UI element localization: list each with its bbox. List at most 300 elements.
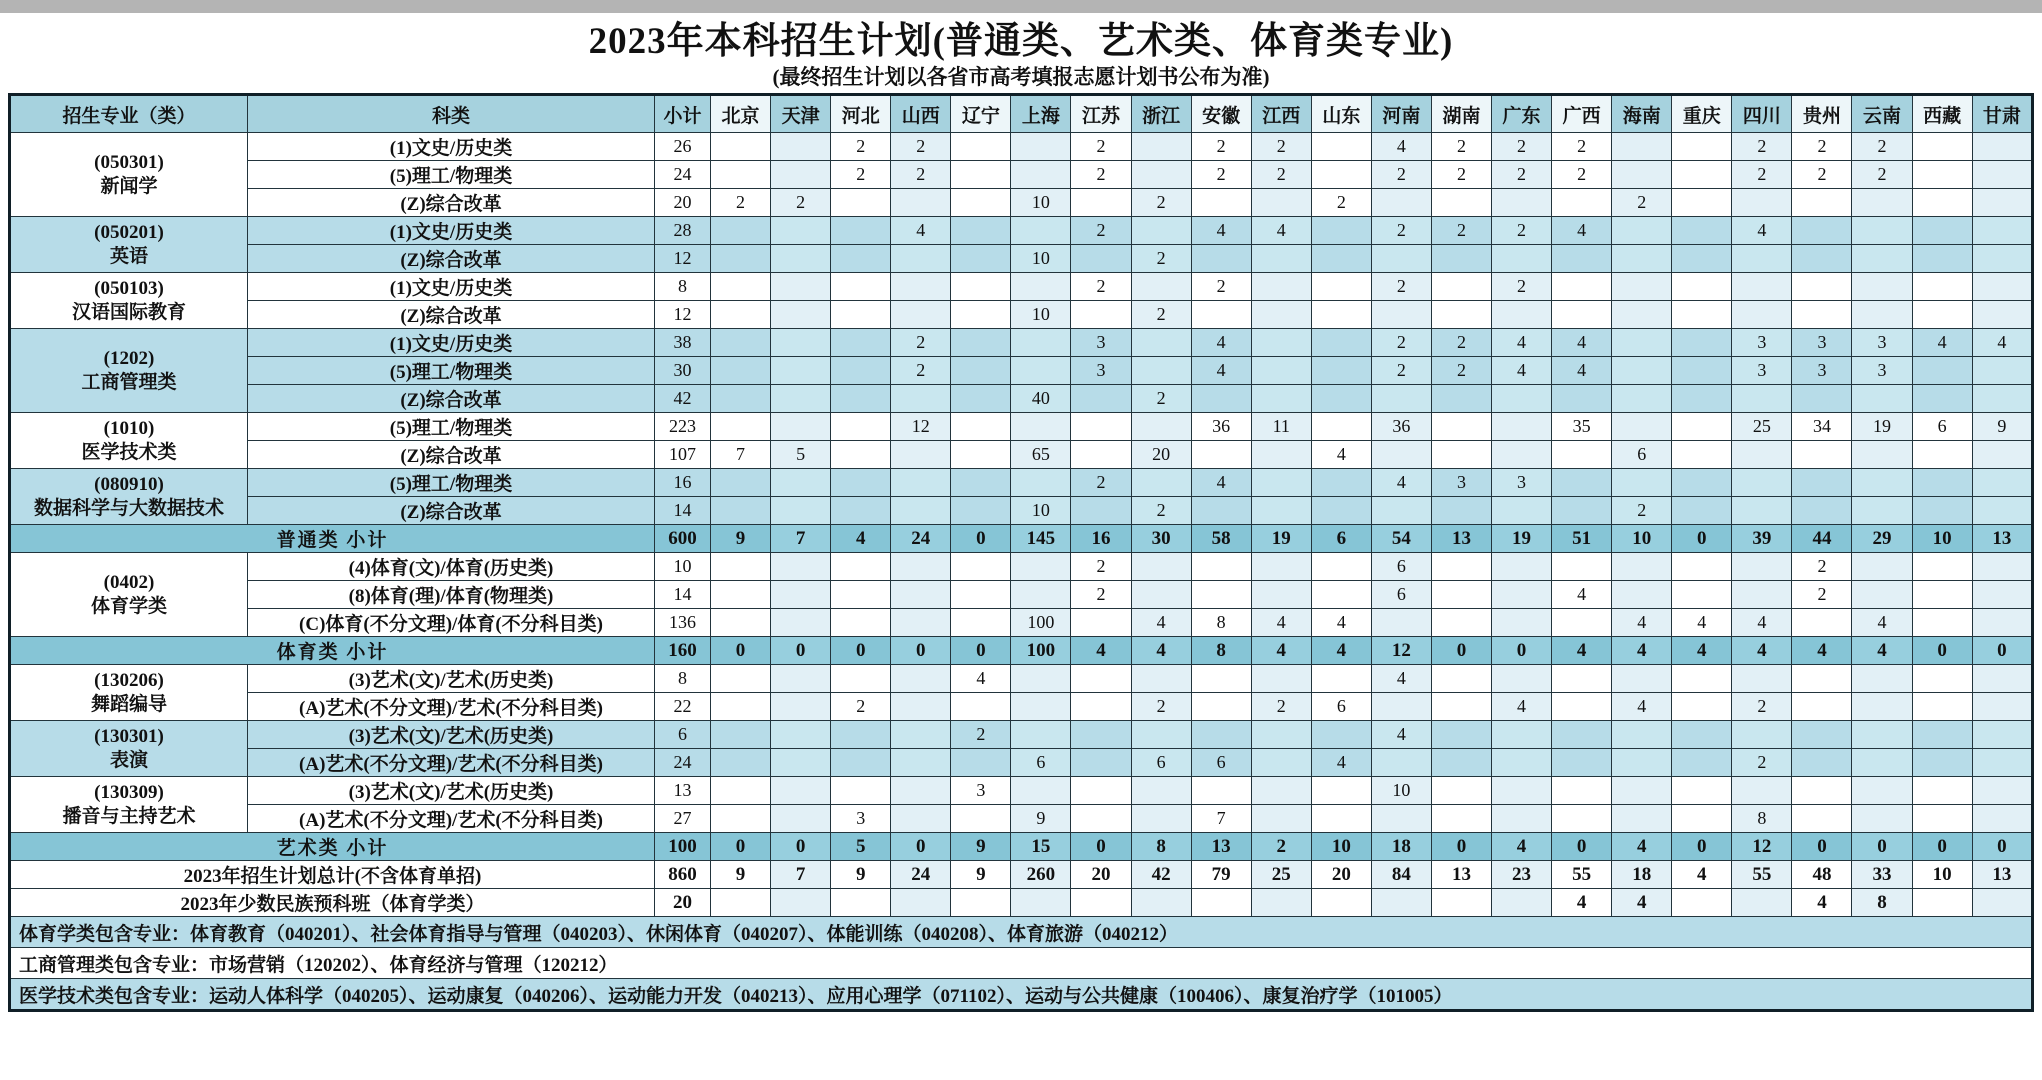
- value-cell: [1191, 441, 1251, 469]
- value-cell: [1732, 889, 1792, 917]
- value-cell: [1251, 889, 1311, 917]
- value-cell: 10: [1912, 861, 1972, 889]
- value-cell: [1972, 217, 2032, 245]
- table-row: [10, 581, 2033, 609]
- value-cell: [1972, 693, 2032, 721]
- subtotal-cell: 27: [655, 805, 711, 833]
- value-cell: [831, 469, 891, 497]
- value-cell: 4: [1311, 441, 1371, 469]
- value-cell: 0: [771, 833, 831, 861]
- category-cell: (8)体育(理)/体育(物理类): [248, 581, 655, 609]
- value-cell: [1492, 749, 1552, 777]
- value-cell: [771, 749, 831, 777]
- value-cell: [1251, 189, 1311, 217]
- value-cell: [1191, 721, 1251, 749]
- value-cell: [771, 665, 831, 693]
- value-cell: 3: [951, 777, 1011, 805]
- value-cell: [1431, 245, 1491, 273]
- value-cell: 20: [1311, 861, 1371, 889]
- major-cell: (130206) 舞蹈编导: [10, 665, 248, 721]
- value-cell: [1672, 889, 1732, 917]
- value-cell: [1251, 665, 1311, 693]
- value-cell: 2: [891, 133, 951, 161]
- value-cell: [1431, 777, 1491, 805]
- column-header-16: 广东: [1492, 95, 1552, 133]
- total-row: [10, 861, 2033, 889]
- value-cell: [711, 413, 771, 441]
- value-cell: [711, 329, 771, 357]
- value-cell: [771, 609, 831, 637]
- column-header-3: 北京: [711, 95, 771, 133]
- value-cell: 2: [1071, 581, 1131, 609]
- value-cell: [1251, 441, 1311, 469]
- value-cell: 10: [1011, 245, 1071, 273]
- table-row: [10, 329, 2033, 357]
- value-cell: [831, 217, 891, 245]
- value-cell: [1972, 777, 2032, 805]
- value-cell: 4: [1131, 609, 1191, 637]
- value-cell: [891, 777, 951, 805]
- value-cell: [1071, 665, 1131, 693]
- value-cell: 2: [1071, 161, 1131, 189]
- row-label: 体育类 小计: [10, 637, 655, 665]
- title-block: [0, 13, 2042, 89]
- value-cell: 3: [1071, 329, 1131, 357]
- value-cell: [1371, 301, 1431, 329]
- value-cell: 2: [1371, 329, 1431, 357]
- value-cell: 9: [951, 833, 1011, 861]
- value-cell: [1672, 245, 1732, 273]
- value-cell: 4: [1492, 357, 1552, 385]
- value-cell: 13: [1431, 861, 1491, 889]
- value-cell: 42: [1131, 861, 1191, 889]
- value-cell: [1552, 245, 1612, 273]
- subtotal-cell: 12: [655, 245, 711, 273]
- value-cell: 0: [711, 833, 771, 861]
- subtotal-cell: 42: [655, 385, 711, 413]
- value-cell: 4: [1251, 217, 1311, 245]
- footnote-row: [10, 917, 2033, 948]
- value-cell: 2: [1371, 161, 1431, 189]
- value-cell: [1131, 777, 1191, 805]
- value-cell: [831, 581, 891, 609]
- column-header-11: 安徽: [1191, 95, 1251, 133]
- value-cell: [1912, 497, 1972, 525]
- value-cell: [1492, 413, 1552, 441]
- category-cell: (1)文史/历史类: [248, 273, 655, 301]
- value-cell: [771, 805, 831, 833]
- value-cell: [771, 357, 831, 385]
- value-cell: 30: [1131, 525, 1191, 553]
- value-cell: [1972, 189, 2032, 217]
- value-cell: [1792, 469, 1852, 497]
- value-cell: 18: [1371, 833, 1431, 861]
- category-cell: (1)文史/历史类: [248, 217, 655, 245]
- value-cell: [1131, 329, 1191, 357]
- value-cell: [1912, 581, 1972, 609]
- major-cell: (050103) 汉语国际教育: [10, 273, 248, 329]
- value-cell: [711, 581, 771, 609]
- value-cell: [951, 245, 1011, 273]
- column-header-15: 湖南: [1431, 95, 1491, 133]
- value-cell: [1792, 721, 1852, 749]
- value-cell: 4: [1371, 665, 1431, 693]
- band-row: [10, 637, 2033, 665]
- value-cell: [1251, 357, 1311, 385]
- value-cell: [1852, 189, 1912, 217]
- value-cell: 6: [1131, 749, 1191, 777]
- value-cell: [1071, 749, 1131, 777]
- value-cell: [1431, 497, 1491, 525]
- value-cell: [1492, 385, 1552, 413]
- value-cell: 33: [1852, 861, 1912, 889]
- value-cell: [1311, 581, 1371, 609]
- category-cell: (5)理工/物理类: [248, 357, 655, 385]
- value-cell: [1311, 553, 1371, 581]
- value-cell: 2: [1311, 189, 1371, 217]
- value-cell: [1251, 497, 1311, 525]
- value-cell: 8: [1131, 833, 1191, 861]
- value-cell: 13: [1972, 525, 2032, 553]
- value-cell: [1431, 301, 1491, 329]
- value-cell: [951, 497, 1011, 525]
- value-cell: 2: [1792, 581, 1852, 609]
- value-cell: [1612, 357, 1672, 385]
- value-cell: [1191, 385, 1251, 413]
- value-cell: 9: [831, 861, 891, 889]
- subtotal-cell: 8: [655, 665, 711, 693]
- value-cell: 29: [1852, 525, 1912, 553]
- value-cell: 9: [951, 861, 1011, 889]
- value-cell: 2: [1071, 133, 1131, 161]
- value-cell: [1852, 301, 1912, 329]
- value-cell: 0: [1672, 833, 1732, 861]
- value-cell: [1492, 553, 1552, 581]
- value-cell: [1311, 161, 1371, 189]
- value-cell: [1191, 889, 1251, 917]
- value-cell: 2: [891, 357, 951, 385]
- value-cell: [1612, 245, 1672, 273]
- value-cell: [1131, 889, 1191, 917]
- value-cell: [1071, 301, 1131, 329]
- value-cell: [1492, 777, 1552, 805]
- column-header-24: 甘肃: [1972, 95, 2032, 133]
- value-cell: [1852, 441, 1912, 469]
- value-cell: [1612, 413, 1672, 441]
- category-cell: (Z)综合改革: [248, 441, 655, 469]
- value-cell: [1011, 217, 1071, 245]
- value-cell: [1852, 497, 1912, 525]
- value-cell: [1011, 133, 1071, 161]
- value-cell: [1011, 889, 1071, 917]
- subtotal-cell: 22: [655, 693, 711, 721]
- value-cell: 4: [1492, 329, 1552, 357]
- value-cell: [1311, 329, 1371, 357]
- value-cell: 2: [891, 161, 951, 189]
- category-cell: (5)理工/物理类: [248, 161, 655, 189]
- column-header-8: 上海: [1011, 95, 1071, 133]
- value-cell: [831, 553, 891, 581]
- value-cell: [711, 497, 771, 525]
- value-cell: [1612, 385, 1672, 413]
- value-cell: [1311, 357, 1371, 385]
- value-cell: 2: [1732, 749, 1792, 777]
- value-cell: [1552, 693, 1612, 721]
- category-cell: (5)理工/物理类: [248, 469, 655, 497]
- value-cell: [1251, 777, 1311, 805]
- value-cell: [1912, 553, 1972, 581]
- value-cell: [1972, 665, 2032, 693]
- table-row: [10, 217, 2033, 245]
- value-cell: [1912, 749, 1972, 777]
- value-cell: 4: [1612, 693, 1672, 721]
- value-cell: [1912, 805, 1972, 833]
- value-cell: 0: [711, 637, 771, 665]
- value-cell: 4: [1732, 609, 1792, 637]
- footnote-row: [10, 979, 2033, 1011]
- value-cell: 0: [1431, 833, 1491, 861]
- subtotal-cell: 30: [655, 357, 711, 385]
- value-cell: 2: [1552, 161, 1612, 189]
- major-cell: (0402) 体育学类: [10, 553, 248, 637]
- value-cell: [1792, 217, 1852, 245]
- value-cell: [1492, 189, 1552, 217]
- value-cell: 4: [1672, 609, 1732, 637]
- subtotal-cell: 14: [655, 581, 711, 609]
- subtotal-cell: 136: [655, 609, 711, 637]
- value-cell: [1612, 273, 1672, 301]
- value-cell: [1251, 385, 1311, 413]
- value-cell: [1912, 161, 1972, 189]
- subtotal-cell: 12: [655, 301, 711, 329]
- value-cell: [1672, 133, 1732, 161]
- value-cell: [951, 693, 1011, 721]
- subtotal-cell: 10: [655, 553, 711, 581]
- value-cell: 7: [1191, 805, 1251, 833]
- value-cell: 2: [1131, 693, 1191, 721]
- value-cell: 4: [1552, 357, 1612, 385]
- value-cell: 2: [1131, 301, 1191, 329]
- value-cell: [1672, 777, 1732, 805]
- value-cell: [1552, 665, 1612, 693]
- value-cell: 4: [1552, 217, 1612, 245]
- column-header-7: 辽宁: [951, 95, 1011, 133]
- value-cell: 2: [1251, 161, 1311, 189]
- major-cell: (050201) 英语: [10, 217, 248, 273]
- value-cell: [1371, 693, 1431, 721]
- value-cell: [1431, 273, 1491, 301]
- value-cell: [1131, 273, 1191, 301]
- value-cell: [951, 329, 1011, 357]
- major-cell: (130309) 播音与主持艺术: [10, 777, 248, 833]
- value-cell: [1852, 749, 1912, 777]
- value-cell: [831, 609, 891, 637]
- subtotal-cell: 223: [655, 413, 711, 441]
- value-cell: [771, 161, 831, 189]
- column-header-10: 浙江: [1131, 95, 1191, 133]
- value-cell: 0: [1852, 833, 1912, 861]
- value-cell: [1732, 441, 1792, 469]
- value-cell: [1011, 469, 1071, 497]
- value-cell: [711, 161, 771, 189]
- value-cell: [1191, 553, 1251, 581]
- value-cell: [1732, 777, 1792, 805]
- value-cell: 4: [1191, 357, 1251, 385]
- table-row: [10, 385, 2033, 413]
- value-cell: [1612, 133, 1672, 161]
- column-header-12: 江西: [1251, 95, 1311, 133]
- value-cell: [771, 777, 831, 805]
- value-cell: 3: [1732, 357, 1792, 385]
- value-cell: 0: [891, 637, 951, 665]
- value-cell: 145: [1011, 525, 1071, 553]
- value-cell: [1672, 581, 1732, 609]
- value-cell: [891, 693, 951, 721]
- value-cell: 12: [1732, 833, 1792, 861]
- column-header-6: 山西: [891, 95, 951, 133]
- value-cell: [1191, 693, 1251, 721]
- value-cell: [831, 245, 891, 273]
- value-cell: 4: [1191, 469, 1251, 497]
- value-cell: [951, 385, 1011, 413]
- value-cell: [771, 133, 831, 161]
- value-cell: [1612, 749, 1672, 777]
- value-cell: 3: [1431, 469, 1491, 497]
- table-row: [10, 749, 2033, 777]
- value-cell: [771, 553, 831, 581]
- value-cell: [1071, 889, 1131, 917]
- table-row: [10, 189, 2033, 217]
- value-cell: [1612, 665, 1672, 693]
- value-cell: [1011, 161, 1071, 189]
- value-cell: 4: [1251, 609, 1311, 637]
- value-cell: 2: [1732, 693, 1792, 721]
- category-cell: (C)体育(不分文理)/体育(不分科目类): [248, 609, 655, 637]
- value-cell: [1972, 721, 2032, 749]
- value-cell: [1912, 609, 1972, 637]
- column-header-9: 江苏: [1071, 95, 1131, 133]
- value-cell: [891, 805, 951, 833]
- value-cell: [1431, 721, 1491, 749]
- value-cell: [1131, 805, 1191, 833]
- value-cell: 65: [1011, 441, 1071, 469]
- column-header-20: 四川: [1732, 95, 1792, 133]
- value-cell: [771, 413, 831, 441]
- subtotal-cell: 38: [655, 329, 711, 357]
- value-cell: [1071, 609, 1131, 637]
- value-cell: 0: [831, 637, 891, 665]
- value-cell: [1912, 301, 1972, 329]
- category-cell: (1)文史/历史类: [248, 329, 655, 357]
- value-cell: [1792, 777, 1852, 805]
- value-cell: [1431, 889, 1491, 917]
- value-cell: [1371, 189, 1431, 217]
- table-row: [10, 441, 2033, 469]
- column-header-0: 招生专业（类）: [10, 95, 248, 133]
- value-cell: [1311, 497, 1371, 525]
- value-cell: 2: [1131, 385, 1191, 413]
- major-cell: (1010) 医学技术类: [10, 413, 248, 469]
- value-cell: 6: [1191, 749, 1251, 777]
- value-cell: [1131, 665, 1191, 693]
- row-label: 2023年少数民族预科班（体育学类）: [10, 889, 655, 917]
- value-cell: [1972, 553, 2032, 581]
- value-cell: [711, 273, 771, 301]
- value-cell: 7: [771, 525, 831, 553]
- value-cell: 12: [891, 413, 951, 441]
- value-cell: 3: [831, 805, 891, 833]
- value-cell: 2: [1612, 497, 1672, 525]
- value-cell: [1912, 721, 1972, 749]
- category-cell: (Z)综合改革: [248, 245, 655, 273]
- value-cell: [1071, 189, 1131, 217]
- value-cell: [1612, 805, 1672, 833]
- value-cell: 58: [1191, 525, 1251, 553]
- value-cell: 2: [1251, 833, 1311, 861]
- value-cell: [711, 721, 771, 749]
- value-cell: [1191, 245, 1251, 273]
- value-cell: [1311, 217, 1371, 245]
- value-cell: 10: [1011, 497, 1071, 525]
- value-cell: [831, 273, 891, 301]
- value-cell: [771, 245, 831, 273]
- value-cell: [1792, 385, 1852, 413]
- value-cell: [1431, 413, 1491, 441]
- value-cell: [1251, 721, 1311, 749]
- value-cell: [1852, 777, 1912, 805]
- value-cell: [1852, 385, 1912, 413]
- value-cell: [1431, 189, 1491, 217]
- value-cell: 0: [1672, 525, 1732, 553]
- value-cell: 0: [1492, 637, 1552, 665]
- value-cell: [1972, 749, 2032, 777]
- value-cell: [891, 441, 951, 469]
- page-subtitle: (最终招生计划以各省市高考填报志愿计划书公布为准): [772, 65, 1270, 90]
- value-cell: [1371, 385, 1431, 413]
- value-cell: [711, 609, 771, 637]
- value-cell: [831, 777, 891, 805]
- value-cell: [1011, 581, 1071, 609]
- value-cell: 4: [891, 217, 951, 245]
- value-cell: 13: [1191, 833, 1251, 861]
- value-cell: [771, 693, 831, 721]
- value-cell: 4: [1732, 217, 1792, 245]
- value-cell: [1972, 497, 2032, 525]
- column-header-21: 贵州: [1792, 95, 1852, 133]
- value-cell: [711, 385, 771, 413]
- value-cell: [1492, 497, 1552, 525]
- value-cell: [1131, 469, 1191, 497]
- value-cell: [1492, 581, 1552, 609]
- value-cell: 39: [1732, 525, 1792, 553]
- value-cell: [1852, 217, 1912, 245]
- subtotal-cell: 14: [655, 497, 711, 525]
- value-cell: [1552, 301, 1612, 329]
- value-cell: [1371, 609, 1431, 637]
- value-cell: 19: [1251, 525, 1311, 553]
- value-cell: [891, 301, 951, 329]
- value-cell: 6: [1371, 553, 1431, 581]
- value-cell: [771, 217, 831, 245]
- value-cell: [1732, 189, 1792, 217]
- value-cell: [1672, 217, 1732, 245]
- subtotal-cell: 26: [655, 133, 711, 161]
- value-cell: 2: [1792, 133, 1852, 161]
- value-cell: 3: [1852, 357, 1912, 385]
- value-cell: [1672, 273, 1732, 301]
- value-cell: 6: [1311, 525, 1371, 553]
- value-cell: [771, 497, 831, 525]
